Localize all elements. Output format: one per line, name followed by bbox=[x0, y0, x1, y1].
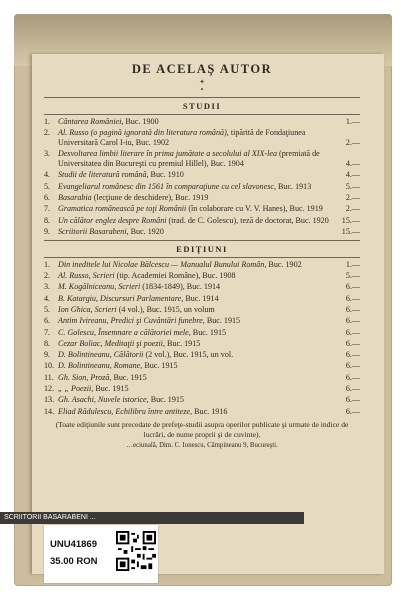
entry-details: Buc. 1915 bbox=[165, 338, 201, 348]
list-item bbox=[44, 193, 360, 203]
entry-number: 5. bbox=[44, 304, 51, 314]
entry-details: tipărită de Fondaţiunea Universitară Carol I-iu, Buc. 1902 bbox=[58, 128, 306, 148]
entry-number: 8. bbox=[44, 338, 51, 348]
entry-price: 4.— bbox=[345, 170, 360, 180]
section-rule bbox=[44, 97, 360, 98]
entry-number: 5. bbox=[44, 181, 51, 191]
entry-details: (tip. Academiei Române), Buc. 1908 bbox=[114, 271, 236, 281]
entry-price: 6.— bbox=[345, 293, 360, 303]
entry-number: 8. bbox=[44, 215, 51, 225]
list-item bbox=[44, 282, 360, 292]
list-item bbox=[44, 260, 360, 270]
entry-price: 15.— bbox=[341, 215, 360, 225]
entry-list bbox=[44, 117, 360, 237]
entry-details: Buc. 1915 bbox=[93, 384, 129, 394]
entry-title: Evangeliarul românesc din 1561 în comparaţiune cu cel slavonesc, bbox=[58, 181, 276, 191]
list-item bbox=[44, 149, 360, 169]
ornament: ✦ • bbox=[199, 78, 205, 94]
entry-title: B. Katargiu, Discursuri Parlamentare, bbox=[58, 293, 184, 303]
entry-price: 2.— bbox=[345, 138, 360, 148]
list-item bbox=[44, 395, 360, 405]
entry-number: 3. bbox=[44, 282, 51, 292]
entry-title: Scriitorii Basarabeni, bbox=[58, 226, 129, 236]
entry-details: Buc. 1920 bbox=[128, 226, 164, 236]
qr-code-icon bbox=[116, 531, 156, 571]
entry-price: 2.— bbox=[345, 193, 360, 203]
entry-price: 6.— bbox=[345, 384, 360, 394]
entry-title: Desvoltarea limbii literare în prima jumătate a secolului al XIX-lea bbox=[58, 149, 278, 159]
section-rule bbox=[44, 114, 360, 115]
product-code: UNU41869 bbox=[50, 539, 97, 550]
entry-title: Cezar Boliac, Meditaţii şi poezii, bbox=[58, 338, 166, 348]
entry-price: 6.— bbox=[345, 338, 360, 348]
entry-title: Ion Ghica, Scrieri bbox=[58, 304, 117, 314]
list-item bbox=[44, 361, 360, 371]
entry-price: 2.— bbox=[345, 204, 360, 214]
entry-number: 14. bbox=[44, 406, 55, 416]
entry-details: Buc. 1915 bbox=[190, 327, 227, 337]
entry-details: Buc. 1910 bbox=[148, 170, 184, 180]
entry-details: Buc. 1915 bbox=[204, 316, 241, 326]
list-item bbox=[44, 407, 360, 417]
entry-title: C. Golescu, Însemnare a călătoriei mele, bbox=[58, 327, 191, 337]
entry-number: 10. bbox=[44, 361, 55, 371]
entry-number: 2. bbox=[44, 128, 51, 138]
entry-price: 15.— bbox=[341, 226, 360, 236]
entry-details: Buc. 1913 bbox=[275, 181, 312, 191]
product-price: 35.00 RON bbox=[50, 556, 98, 567]
entry-price: 6.— bbox=[345, 372, 360, 382]
entry-number: 12. bbox=[44, 384, 55, 394]
page-content bbox=[44, 62, 360, 449]
list-item bbox=[44, 328, 360, 338]
page-title: DE ACELAŞ AUTOR bbox=[131, 62, 273, 76]
footnote: (Toate ediţiunile sunt precedate de prefeţe-studii asupra operilor publicate şi urmate de indice de lucrări, de nume proprii şi de cuvinte). bbox=[55, 420, 349, 439]
entry-title: D. Bolintineanu, Romane, bbox=[58, 361, 143, 371]
entry-price: 1.— bbox=[345, 117, 360, 126]
sections-container bbox=[44, 97, 360, 416]
entry-price: 6.— bbox=[345, 327, 360, 337]
entry-price: 6.— bbox=[345, 406, 360, 416]
entry-title: D. Bolintineanu, Călătorii bbox=[58, 350, 144, 360]
entry-number: 4. bbox=[44, 170, 51, 180]
price-sticker bbox=[4, 514, 158, 583]
list-item bbox=[44, 170, 360, 180]
entry-details: (trad. de C. Golescu), teză de doctorat, Buc. 1920 bbox=[166, 215, 329, 225]
entry-title: Din ineditele lui Nicolae Bălcescu — Manualul Bunului Român, bbox=[58, 259, 267, 269]
entry-list bbox=[44, 260, 360, 417]
entry-details: (4 vol.), Buc. 1915, un volum bbox=[116, 304, 215, 314]
entry-number: 3. bbox=[44, 149, 51, 159]
entry-number: 9. bbox=[44, 226, 51, 236]
entry-title: Gh. Sion, Proză, bbox=[58, 372, 112, 382]
list-item bbox=[44, 350, 360, 360]
entry-details: (premiată de Universitatea din Bucureşti cu premiul Hillel), Buc. 1904 bbox=[58, 149, 320, 169]
entry-details: Buc. 1902 bbox=[266, 259, 302, 269]
entry-details: (în colaborare cu V. V. Hanes), Buc. 1919 bbox=[186, 204, 323, 214]
section-rule bbox=[44, 257, 360, 258]
entry-number: 2. bbox=[44, 271, 51, 281]
list-item bbox=[44, 316, 360, 326]
entry-title: Gh. Asachi, Nuvele istorice, bbox=[58, 395, 149, 405]
entry-number: 9. bbox=[44, 350, 51, 360]
entry-details: Buc. 1916 bbox=[192, 406, 228, 416]
list-item bbox=[44, 227, 360, 237]
list-item bbox=[44, 216, 360, 226]
entry-details: Buc. 1900 bbox=[123, 117, 159, 126]
entry-details: Buc. 1915 bbox=[148, 395, 184, 405]
entry-number: 1. bbox=[44, 117, 51, 126]
entry-number: 6. bbox=[44, 316, 51, 326]
entry-price: 6.— bbox=[345, 304, 360, 314]
list-item bbox=[44, 305, 360, 315]
list-item bbox=[44, 271, 360, 281]
entry-price: 5.— bbox=[345, 271, 360, 281]
entry-title: Al. Russo, Scrieri bbox=[58, 271, 115, 281]
entry-number: 1. bbox=[44, 259, 51, 269]
entry-price: 6.— bbox=[345, 350, 360, 360]
entry-price: 6.— bbox=[345, 316, 360, 326]
list-item bbox=[44, 204, 360, 214]
list-item bbox=[44, 128, 360, 148]
entry-number: 6. bbox=[44, 193, 51, 203]
entry-price: 5.— bbox=[345, 181, 360, 191]
entry-title: Antim Ivireanu, Predici şi Cuvântări funebre, bbox=[58, 316, 205, 326]
entry-title: Al. Russo (o pagină ignorată din literatura română), bbox=[58, 128, 229, 138]
entry-number: 11. bbox=[44, 372, 54, 382]
list-item bbox=[44, 182, 360, 192]
list-item bbox=[44, 117, 360, 127]
section-heading: EDIŢIUNI bbox=[176, 243, 228, 254]
entry-details: Buc. 1914 bbox=[183, 293, 219, 303]
entry-number: 7. bbox=[44, 327, 51, 337]
entry-price: 1.— bbox=[345, 259, 360, 269]
entry-price: 6.— bbox=[345, 395, 360, 405]
entry-price: 6.— bbox=[345, 361, 360, 371]
entry-title: Gramatica românească pe toţi Românii bbox=[58, 204, 187, 214]
list-item bbox=[44, 294, 360, 304]
entry-title: „ „ Poezii, bbox=[58, 384, 94, 394]
list-item bbox=[44, 384, 360, 394]
section-heading: STUDII bbox=[182, 101, 222, 111]
entry-details: (lecţiune de deschidere), Buc. 1919 bbox=[91, 193, 209, 203]
entry-title: Basarabia bbox=[58, 193, 92, 203]
entry-title: Eliad Rădulescu, Echilibru între antiteze, bbox=[58, 406, 193, 416]
entry-details: Buc. 1915 bbox=[111, 372, 147, 382]
entry-details: (2 vol.), Buc. 1915, un vol. bbox=[143, 350, 234, 360]
sticker-title-bar: SCRIITORII BASARABENI ... bbox=[0, 512, 304, 524]
entry-title: Cântarea României, bbox=[58, 117, 124, 126]
entry-details: Buc. 1915 bbox=[142, 361, 178, 371]
section-rule bbox=[44, 240, 360, 241]
entry-number: 13. bbox=[44, 395, 55, 405]
entry-number: 4. bbox=[44, 293, 51, 303]
list-item bbox=[44, 339, 360, 349]
list-item bbox=[44, 373, 360, 383]
entry-details: (1834-1849), Buc. 1914 bbox=[140, 282, 221, 292]
entry-price: 4.— bbox=[345, 159, 360, 169]
publisher-line: …eciunală, Dim. C. Ionescu, Câmpineanu 9, Bucureşti. bbox=[126, 441, 278, 449]
entry-price: 6.— bbox=[345, 282, 360, 292]
entry-title: Un călător englez despre Români bbox=[58, 215, 167, 225]
entry-title: M. Kogălniceanu, Scrieri bbox=[58, 282, 141, 292]
entry-number: 7. bbox=[44, 204, 51, 214]
entry-title: Studii de literatură română, bbox=[58, 170, 149, 180]
